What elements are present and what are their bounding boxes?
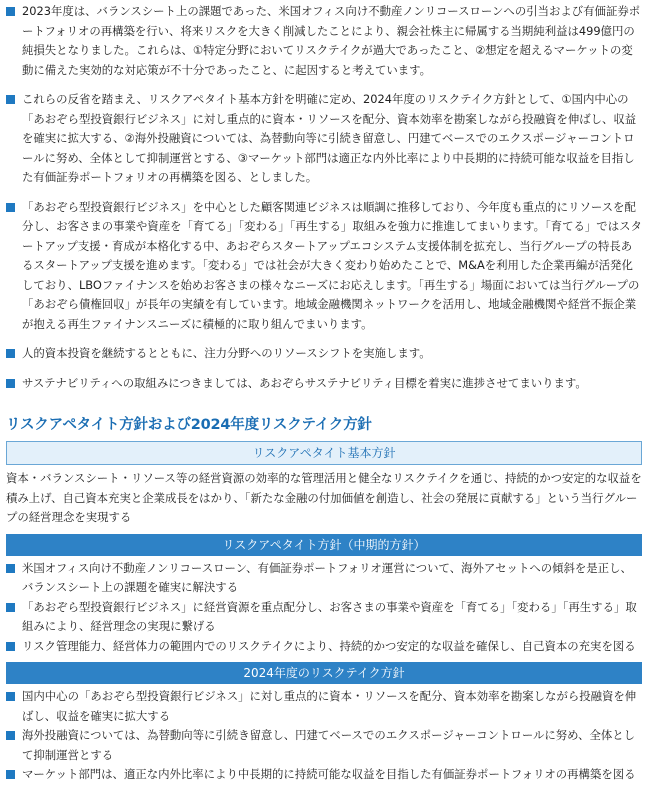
list-item [0,765,648,785]
risktake-item-text: マーケット部門は、適正な内外比率により中長期的に持続可能な収益を目指した有価証券ポートフォリオの再構築を図る [22,767,636,781]
midterm-item-text: 「あおぞら型投資銀行ビジネス」に経営資源を重点配分し、お客さまの事業や資産を「育てる」「変わる」「再生する」取組みにより、経営理念の実現に繋げる [22,599,637,633]
risktake-item-text: 国内中心の「あおぞら型投資銀行ビジネス」に対し重点的に資本・リソースを配分、資本効率を勘案しながら投融資を伸ばし、収益を確実に拡大する [22,689,637,723]
list-item [0,198,648,335]
intro-bullet-text: 人的資本投資を継続するとともに、注力分野へのリソースシフトを実施します。 [22,346,431,360]
midterm-policy-header: リスクアペタイト方針（中期的方針） [6,534,642,556]
list-item [0,559,648,598]
bullet-square-icon [6,731,15,740]
bullet-square-icon [6,95,15,104]
basic-policy-text: 資本・バランスシート・リソース等の経営資源の効率的な管理活用と健全なリスクテイクを通じ、持続的かつ安定的な収益を積み上げ、自己資本充実と企業成長をはかり、「新たな金融の付加価値を創造し、社会の発展に貢献する」という当行グループの経営理念を実現する [6,471,642,524]
list-item [0,2,648,80]
list-item [0,637,648,657]
midterm-item-text: 米国オフィス向け不動産ノンリコースローン、有価証券ポートフォリオ運営について、海外アセットへの傾斜を是正し、バランスシート上の課題を確実に解決する [22,560,632,594]
list-item [0,344,648,364]
bullet-square-icon [6,564,15,573]
bullet-square-icon [6,7,15,16]
intro-bullet-list [0,0,648,393]
list-item [0,90,648,188]
bullet-square-icon [6,379,15,388]
list-item [0,687,648,726]
risktake-policy-header: 2024年度のリスクテイク方針 [6,662,642,684]
bullet-square-icon [6,203,15,212]
intro-bullet-text: これらの反省を踏まえ、リスクアペタイト基本方針を明確に定め、2024年度のリスクテイク方針として、①国内中心の「あおぞら型投資銀行ビジネス」に対し重点的に資本・リソースを配分、資本効率を勘案しながら投融資を伸ばし、収益を確実に拡大する、②海外投融資については、為替動向等に引続き留意し、円建てベースでのエクスポージャーコントロールに努め、全体として抑制運営とする、③マーケット部門は適正な内外比率により中長期的に持続可能な収益を目指した有価証券ポートフォリオの再構築を図る、としました。 [22,92,637,184]
section-title: リスクアペタイト方針および2024年度リスクテイク方針 [6,417,372,433]
basic-policy-header: リスクアペタイト基本方針 [6,441,642,465]
bullet-square-icon [6,349,15,358]
midterm-item-text: リスク管理能力、経営体力の範囲内でのリスクテイクにより、持続的かつ安定的な収益を確保し、自己資本の充実を図る [22,638,636,653]
list-item [0,726,648,765]
risktake-item-text: 海外投融資については、為替動向等に引続き留意し、円建てベースでのエクスポージャーコントロールに努め、全体として抑制運営とする [22,728,636,762]
intro-bullet-text: 2023年度は、バランスシート上の課題であった、米国オフィス向け不動産ノンリコースローンへの引当および有価証券ポートフォリオの再構築を行い、将来リスクを大きく削減したことにより、親会社株主に帰属する当期純利益は499億円の純損失となりました。これらは、①特定分野においてリスクテイクが過大であったこと、②想定を超えるマーケットの変動に備えた実効的な対応策が不十分であったこと、に起因すると考えています。 [22,4,641,77]
bullet-square-icon [6,692,15,701]
list-item [0,598,648,637]
bullet-square-icon [6,642,15,651]
intro-bullet-text: 「あおぞら型投資銀行ビジネス」を中心とした顧客関連ビジネスは順調に推移しており、今年度も重点的にリソースを配分し、お客さまの事業や資産を「育てる」「変わる」「再生する」取組みを強力に推進してまいります。「育てる」ではスタートアップ支援・育成が本格化する中、あおぞらスタートアップエコシステム支援体制を拡充し、当行グループの特長あるスタートアップ支援を進めます。「変わる」では社会が大きく変わり始めたことで、M&Aを利用した企業再編が活発化しており、LBOファイナンスを始めお客さまの様々なニーズにお応えします。「再生する」場面においては当行グループの「あおぞら債権回収」が長年の実績を有しています。地域金融機関ネットワークを活用し、地域金融機関や経営不振企業が抱える再生ファイナンスニーズに積極的に取り組んでまいります。 [22,199,642,331]
bullet-square-icon [6,603,15,612]
list-item [0,374,648,394]
bullet-square-icon [6,770,15,779]
risktake-policy-list [0,684,648,791]
midterm-policy-list [0,556,648,663]
intro-bullet-text: サステナビリティへの取組みにつきましては、あおぞらサステナビリティ目標を着実に進捗させてまいります。 [22,375,587,390]
